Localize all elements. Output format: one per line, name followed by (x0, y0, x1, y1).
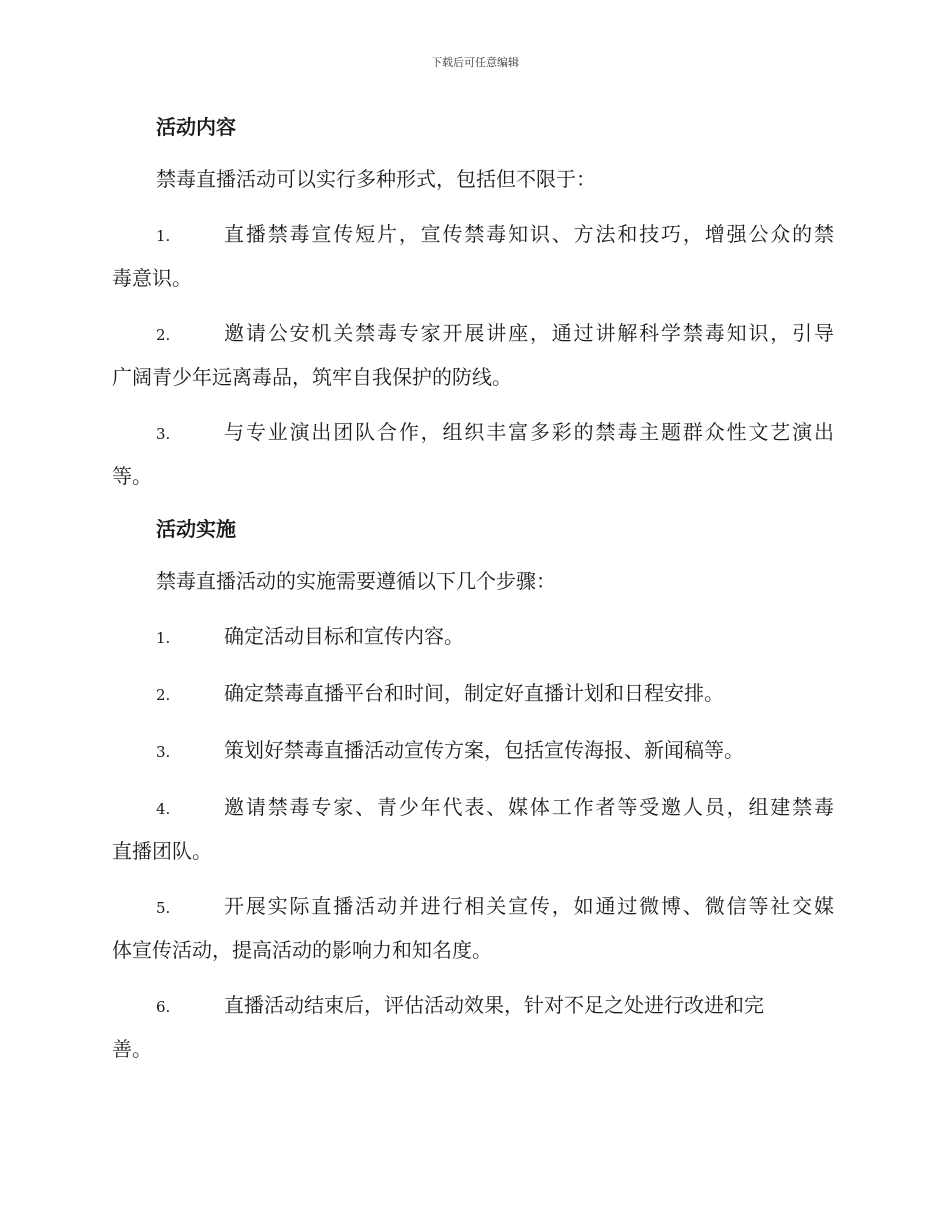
list-item-number: 4. (156, 800, 171, 818)
section-heading: 活动实施 (156, 517, 236, 541)
list-item-number: 3. (156, 425, 171, 443)
section-heading: 活动内容 (156, 115, 236, 139)
list-item-text: 确定禁毒直播平台和时间，制定好直播计划和日程安排。 (224, 681, 724, 705)
page-header-note: 下载后可任意编辑 (431, 56, 519, 69)
list-item-text: 与专业演出团队合作，组织丰富多彩的禁毒主题群众性文艺演出 (224, 420, 834, 444)
list-item (112, 672, 834, 716)
list-item (112, 885, 834, 971)
list-item (112, 213, 834, 299)
list-item-number: 2. (156, 326, 171, 344)
list-item-text-continued: 广阔青少年远离毒品，筑牢自我保护的防线。 (112, 365, 512, 389)
list-item-number: 6. (156, 998, 171, 1016)
list-item-text: 邀请公安机关禁毒专家开展讲座，通过讲解科学禁毒知识，引导 (224, 321, 834, 345)
list-item-number: 1. (156, 629, 171, 647)
list-item (112, 729, 834, 773)
list-item (112, 786, 834, 872)
list-item-text: 策划好禁毒直播活动宣传方案，包括宣传海报、新闻稿等。 (224, 738, 744, 762)
list-item-text: 直播活动结束后，评估活动效果，针对不足之处进行改进和完 (224, 993, 764, 1017)
list-item-number: 2. (156, 686, 171, 704)
section-intro: 禁毒直播活动可以实行多种形式，包括但不限于： (156, 167, 596, 191)
section-activity-content (112, 108, 834, 510)
list-item-number: 5. (156, 899, 171, 917)
list-item (112, 312, 834, 398)
list-item-number: 1. (156, 227, 171, 245)
list-item-text: 确定活动目标和宣传内容。 (224, 624, 464, 648)
list-item-text-continued: 直播团队。 (112, 839, 212, 863)
document-body (112, 108, 834, 1070)
list-item-text-continued: 善。 (112, 1037, 152, 1061)
list-item-number: 3. (156, 743, 171, 761)
list-item-text: 直播禁毒宣传短片，宣传禁毒知识、方法和技巧，增强公众的禁 (224, 222, 834, 246)
list-item (112, 411, 834, 497)
list-item-text-continued: 体宣传活动，提高活动的影响力和知名度。 (112, 938, 492, 962)
list-item-text-continued: 毒意识。 (112, 266, 192, 290)
list-item-text-continued: 等。 (112, 464, 152, 488)
list-item-text: 邀请禁毒专家、青少年代表、媒体工作者等受邀人员，组建禁毒 (224, 795, 834, 819)
list-item (112, 984, 834, 1070)
list-item (112, 615, 834, 659)
list-item-text: 开展实际直播活动并进行相关宣传，如通过微博、微信等社交媒 (224, 894, 834, 918)
section-activity-implementation (112, 510, 834, 1070)
section-intro: 禁毒直播活动的实施需要遵循以下几个步骤： (156, 569, 556, 593)
